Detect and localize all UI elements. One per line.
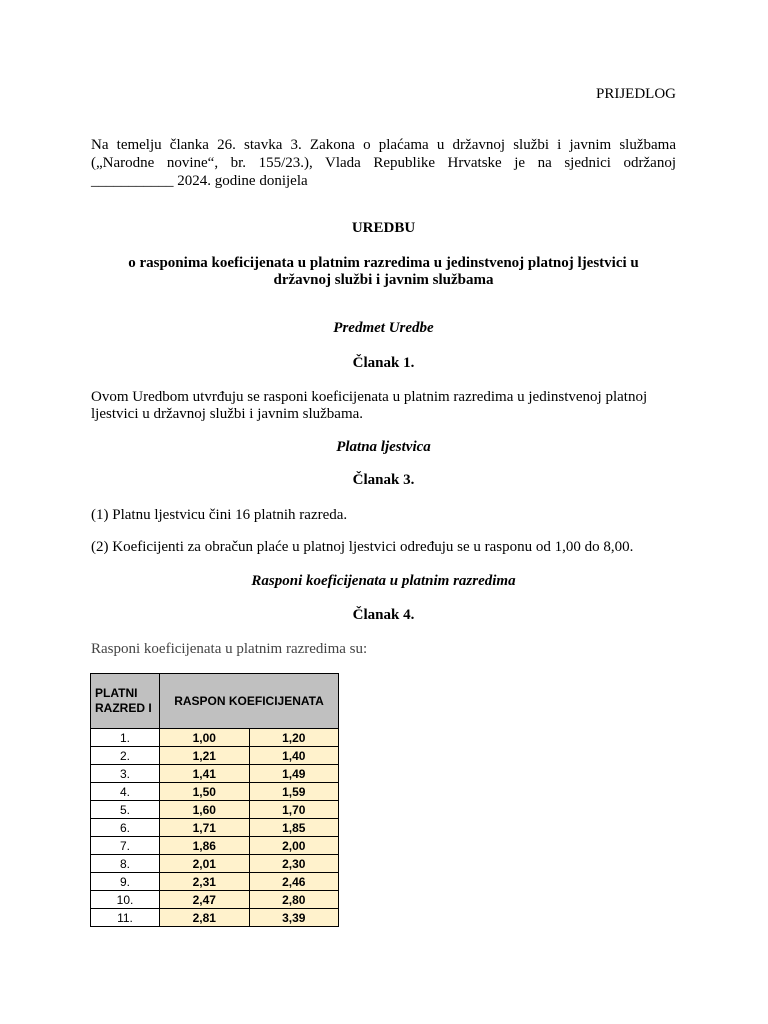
min-coefficient-cell: 1,50 xyxy=(160,783,250,801)
grade-cell: 9. xyxy=(91,873,160,891)
header-range: RASPON KOEFICIJENATA xyxy=(160,674,339,729)
subject-line: državnoj službi i javnim službama xyxy=(273,272,494,288)
table-row xyxy=(91,819,339,837)
min-coefficient-cell: 2,31 xyxy=(160,873,250,891)
grade-cell: 1. xyxy=(91,729,160,747)
min-coefficient-cell: 1,86 xyxy=(160,837,250,855)
grade-cell: 11. xyxy=(91,909,160,927)
max-coefficient-cell: 2,30 xyxy=(249,855,339,873)
header-grade: PLATNI RAZRED I xyxy=(91,674,160,729)
min-coefficient-cell: 1,71 xyxy=(160,819,250,837)
max-coefficient-cell: 2,80 xyxy=(249,891,339,909)
min-coefficient-cell: 2,01 xyxy=(160,855,250,873)
table-row xyxy=(91,873,339,891)
max-coefficient-cell: 1,20 xyxy=(249,729,339,747)
article-paragraph: (1) Platnu ljestvicu čini 16 platnih razreda. xyxy=(91,507,348,523)
table-body xyxy=(91,729,339,927)
document-subject-heading xyxy=(91,255,676,289)
intro-line: („Narodne novine“, br. 155/23.), Vlada Republike Hrvatske je na sjednici održanoj xyxy=(91,155,676,171)
table-row xyxy=(91,765,339,783)
table-header-row xyxy=(91,674,339,729)
table-row xyxy=(91,855,339,873)
min-coefficient-cell: 2,81 xyxy=(160,909,250,927)
section-title: Predmet Uredbe xyxy=(333,320,434,336)
max-coefficient-cell: 1,49 xyxy=(249,765,339,783)
table-row xyxy=(91,801,339,819)
min-coefficient-cell: 1,00 xyxy=(160,729,250,747)
document-type-heading: UREDBU xyxy=(351,220,416,236)
grade-cell: 5. xyxy=(91,801,160,819)
article-heading: Članak 4. xyxy=(352,607,415,623)
max-coefficient-cell: 2,46 xyxy=(249,873,339,891)
grade-cell: 4. xyxy=(91,783,160,801)
max-coefficient-cell: 1,40 xyxy=(249,747,339,765)
subject-line: o rasponima koeficijenata u platnim razredima u jedinstvenoj platnoj ljestvici u xyxy=(128,255,639,271)
intro-line: ___________ 2024. godine donijela xyxy=(91,173,308,189)
max-coefficient-cell: 2,00 xyxy=(249,837,339,855)
grade-cell: 8. xyxy=(91,855,160,873)
grade-cell: 6. xyxy=(91,819,160,837)
paragraph-line: Ovom Uredbom utvrđuju se rasponi koeficijenata u platnim razredima u jedinstvenoj platnoj xyxy=(91,389,648,405)
proposal-marker: PRIJEDLOG xyxy=(595,86,676,102)
grade-cell: 10. xyxy=(91,891,160,909)
intro-line: Na temelju članka 26. stavka 3. Zakona o plaćama u državnoj službi i javnim službama xyxy=(91,137,676,153)
max-coefficient-cell: 1,70 xyxy=(249,801,339,819)
coefficient-table xyxy=(90,673,339,927)
table-row xyxy=(91,729,339,747)
section-title: Rasponi koeficijenata u platnim razredima xyxy=(251,573,516,589)
intro-paragraph xyxy=(91,136,676,190)
table-row xyxy=(91,747,339,765)
min-coefficient-cell: 2,47 xyxy=(160,891,250,909)
table-row xyxy=(91,909,339,927)
max-coefficient-cell: 3,39 xyxy=(249,909,339,927)
grade-cell: 3. xyxy=(91,765,160,783)
grade-cell: 7. xyxy=(91,837,160,855)
table-row xyxy=(91,891,339,909)
min-coefficient-cell: 1,41 xyxy=(160,765,250,783)
section-title: Platna ljestvica xyxy=(336,439,431,455)
max-coefficient-cell: 1,85 xyxy=(249,819,339,837)
max-coefficient-cell: 1,59 xyxy=(249,783,339,801)
article-paragraph xyxy=(91,389,681,423)
min-coefficient-cell: 1,60 xyxy=(160,801,250,819)
article-paragraph: Rasponi koeficijenata u platnim razredima su: xyxy=(91,641,368,657)
table-row xyxy=(91,837,339,855)
paragraph-line: ljestvici u državnoj službi i javnim službama. xyxy=(91,406,364,422)
article-heading: Članak 3. xyxy=(352,472,415,488)
article-paragraph: (2) Koeficijenti za obračun plaće u platnoj ljestvici određuju se u rasponu od 1,00 do 8,00. xyxy=(91,539,634,555)
table-row xyxy=(91,783,339,801)
grade-cell: 2. xyxy=(91,747,160,765)
article-heading: Članak 1. xyxy=(352,355,415,371)
min-coefficient-cell: 1,21 xyxy=(160,747,250,765)
